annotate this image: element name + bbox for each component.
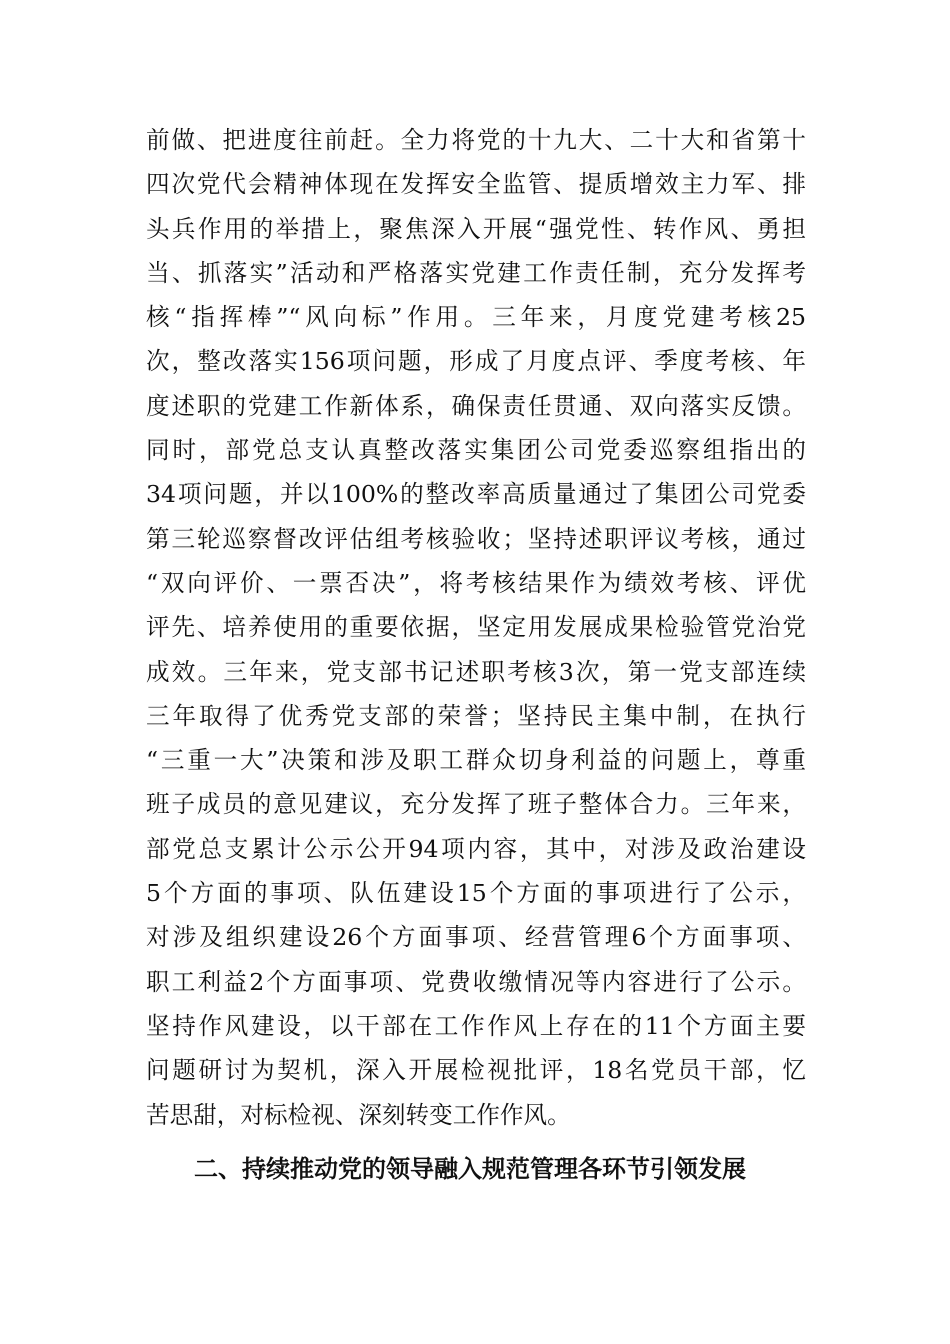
body-line-1: 前做、把进度往前赶。全力将党的十九大、二十大和省第十 — [146, 126, 806, 154]
section-heading: 二、持续推动党的领导融入规范管理各环节引领发展 — [194, 1155, 746, 1183]
body-line-13: 成效。三年来，党支部书记述职考核3次，第一党支部连续 — [146, 657, 806, 686]
body-line-19: 对涉及组织建设26个方面事项、经营管理6个方面事项、 — [146, 923, 806, 952]
body-line-18: 5个方面的事项、队伍建设15个方面的事项进行了公示， — [146, 879, 806, 908]
body-line-2: 四次党代会精神体现在发挥安全监管、提质增效主力军、排 — [146, 170, 806, 199]
body-line-15: “三重一大”决策和涉及职工群众切身利益的问题上，尊重 — [146, 746, 806, 775]
body-line-17: 部党总支累计公示公开94项内容，其中，对涉及政治建设 — [146, 834, 806, 863]
body-line-22: 问题研讨为契机，深入开展检视批评，18名党员干部，忆 — [146, 1056, 806, 1085]
body-line-23: 苦思甜，对标检视、深刻转变工作作风。 — [146, 1100, 571, 1129]
body-line-5: 核“指挥棒”“风向标”作用。三年来，月度党建考核25 — [146, 303, 806, 332]
body-line-3: 头兵作用的举措上，聚焦深入开展“强党性、转作风、勇担 — [146, 214, 806, 243]
body-line-16: 班子成员的意见建议，充分发挥了班子整体合力。三年来， — [146, 790, 806, 819]
body-line-10: 第三轮巡察督改评估组考核验收；坚持述职评议考核，通过 — [146, 524, 806, 553]
body-line-11: “双向评价、一票否决”，将考核结果作为绩效考核、评优 — [146, 568, 806, 597]
body-line-14: 三年取得了优秀党支部的荣誉；坚持民主集中制，在执行 — [146, 701, 806, 730]
body-line-21: 坚持作风建设，以干部在工作作风上存在的11个方面主要 — [146, 1011, 806, 1040]
body-line-6: 次，整改落实156项问题，形成了月度点评、季度考核、年 — [146, 347, 806, 376]
body-line-20: 职工利益2个方面事项、党费收缴情况等内容进行了公示。 — [146, 967, 806, 996]
body-line-12: 评先、培养使用的重要依据，坚定用发展成果检验管党治党 — [146, 613, 806, 642]
body-line-4: 当、抓落实”活动和严格落实党建工作责任制，充分发挥考 — [146, 258, 806, 287]
body-text — [146, 118, 806, 1137]
body-line-8: 同时，部党总支认真整改落实集团公司党委巡察组指出的 — [146, 436, 806, 465]
body-line-9: 34项问题，并以100%的整改率高质量通过了集团公司党委 — [146, 480, 806, 509]
body-line-7: 度述职的党建工作新体系，确保责任贯通、双向落实反馈。 — [146, 391, 806, 420]
